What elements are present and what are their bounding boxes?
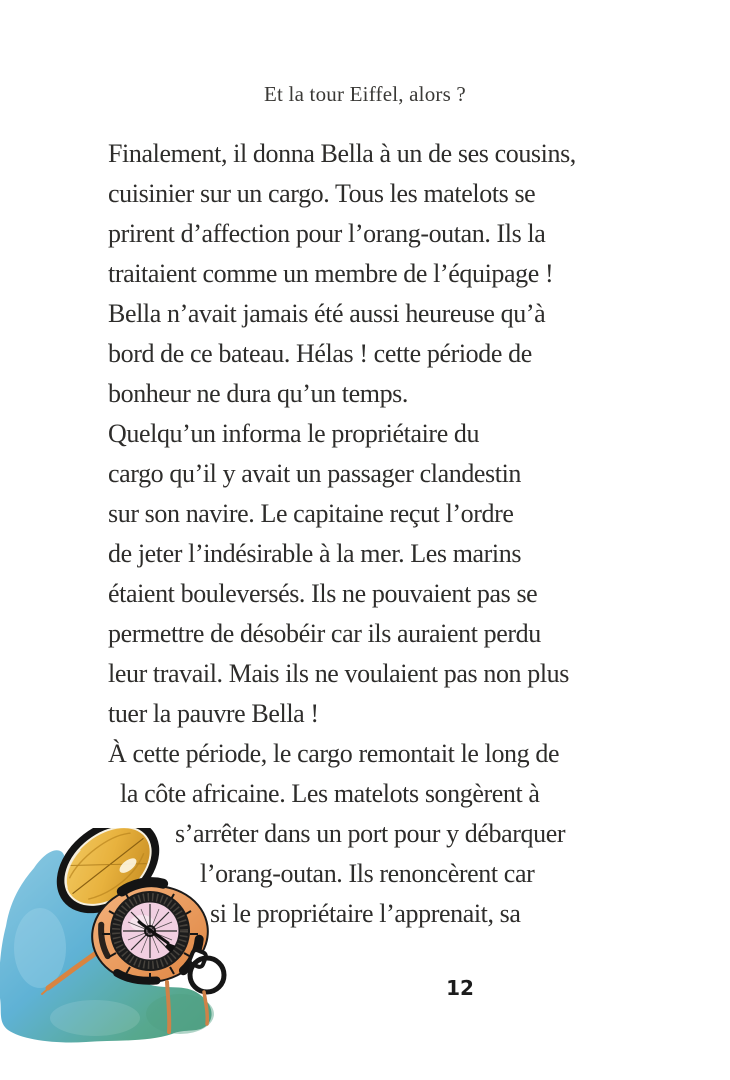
text-line: bonheur ne dura qu’un temps. (108, 379, 409, 408)
text-line: cargo qu’il y avait un passager clandestin (108, 459, 522, 488)
text-line: si le propriétaire l’apprenait, sa (210, 899, 521, 928)
text-line: Finalement, il donna Bella à un de ses cousins, (108, 139, 576, 168)
text-line: cuisinier sur un cargo. Tous les matelots se (108, 179, 536, 208)
running-head: Et la tour Eiffel, alors ? (264, 82, 466, 106)
text-line: permettre de désobéir car ils auraient perdu (108, 619, 541, 648)
text-line: l’orang-outan. Ils renoncèrent car (200, 859, 535, 888)
text-line: prirent d’affection pour l’orang-outan. Ils la (108, 219, 546, 248)
text-line: bord de ce bateau. Hélas ! cette période de (108, 339, 532, 368)
compass-ring (189, 949, 224, 992)
text-line: À cette période, le cargo remontait le long de (108, 739, 560, 768)
text-line: sur son navire. Le capitaine reçut l’ordre (108, 499, 514, 528)
body-text (108, 134, 668, 934)
paint-drip (167, 982, 169, 1032)
text-line: la côte africaine. Les matelots songèrent à (120, 779, 540, 808)
page-number: 12 (446, 976, 474, 1000)
compass-watercolor-illustration (0, 828, 250, 1080)
text-line: leur travail. Mais ils ne voulaient pas non plus (108, 659, 569, 688)
text-line: de jeter l’indésirable à la mer. Les marins (108, 539, 522, 568)
text-line: s’arrêter dans un port pour y débarquer (175, 819, 566, 848)
text-line: tuer la pauvre Bella ! (108, 699, 319, 728)
text-line: Bella n’avait jamais été aussi heureuse qu’à (108, 299, 546, 328)
text-line: traitaient comme un membre de l’équipage ! (108, 259, 554, 288)
text-line: Quelqu’un informa le propriétaire du (108, 419, 480, 448)
text-line: étaient bouleversés. Ils ne pouvaient pas se (108, 579, 538, 608)
